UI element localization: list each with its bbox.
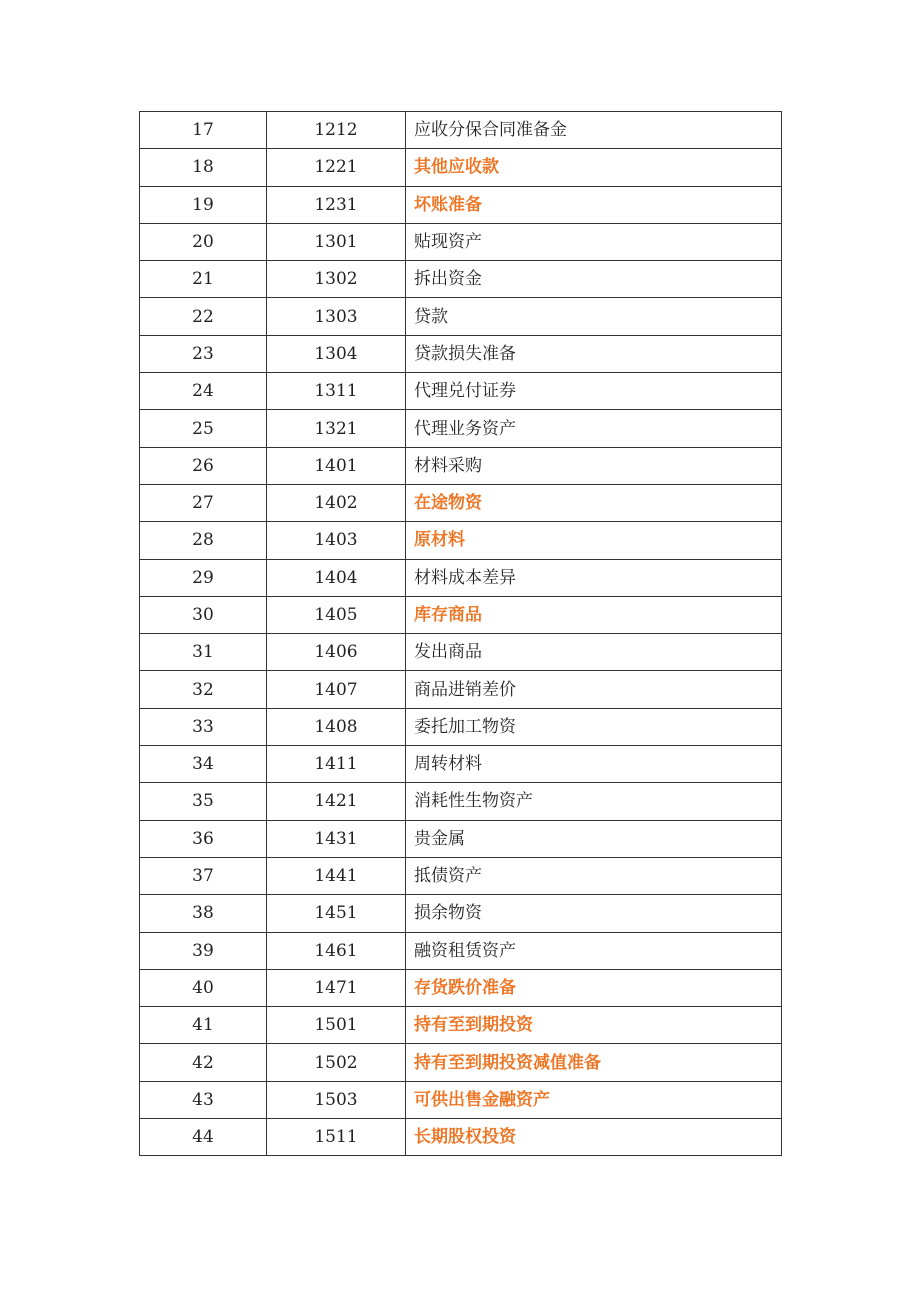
account-code-cell: 1301 <box>267 223 406 260</box>
account-code-cell: 1404 <box>267 559 406 596</box>
account-name-cell: 库存商品 <box>406 596 782 633</box>
row-number-cell: 36 <box>140 820 267 857</box>
table-row <box>140 708 782 745</box>
table-row <box>140 149 782 186</box>
row-number-cell: 42 <box>140 1044 267 1081</box>
row-number-cell: 19 <box>140 186 267 223</box>
table-row <box>140 447 782 484</box>
row-number-cell: 41 <box>140 1007 267 1044</box>
table-row <box>140 857 782 894</box>
row-number-cell: 29 <box>140 559 267 596</box>
row-number-cell: 17 <box>140 112 267 149</box>
row-number-cell: 27 <box>140 484 267 521</box>
account-name-cell: 拆出资金 <box>406 261 782 298</box>
table-row <box>140 298 782 335</box>
account-code-cell: 1402 <box>267 484 406 521</box>
row-number-cell: 34 <box>140 746 267 783</box>
account-name-cell: 代理兑付证券 <box>406 373 782 410</box>
table-row <box>140 484 782 521</box>
account-name-cell: 材料成本差异 <box>406 559 782 596</box>
account-code-cell: 1441 <box>267 857 406 894</box>
row-number-cell: 35 <box>140 783 267 820</box>
table-row <box>140 1007 782 1044</box>
account-name-cell: 持有至到期投资 <box>406 1007 782 1044</box>
account-code-cell: 1421 <box>267 783 406 820</box>
row-number-cell: 28 <box>140 522 267 559</box>
row-number-cell: 33 <box>140 708 267 745</box>
account-code-cell: 1321 <box>267 410 406 447</box>
row-number-cell: 24 <box>140 373 267 410</box>
table-row <box>140 373 782 410</box>
account-code-cell: 1431 <box>267 820 406 857</box>
account-code-cell: 1212 <box>267 112 406 149</box>
row-number-cell: 32 <box>140 671 267 708</box>
account-table-body <box>140 112 782 1156</box>
account-code-cell: 1408 <box>267 708 406 745</box>
row-number-cell: 21 <box>140 261 267 298</box>
account-code-cell: 1221 <box>267 149 406 186</box>
account-code-cell: 1411 <box>267 746 406 783</box>
account-code-cell: 1461 <box>267 932 406 969</box>
table-row <box>140 895 782 932</box>
table-row <box>140 410 782 447</box>
row-number-cell: 40 <box>140 969 267 1006</box>
account-name-cell: 其他应收款 <box>406 149 782 186</box>
table-row <box>140 559 782 596</box>
account-code-cell: 1451 <box>267 895 406 932</box>
account-code-cell: 1405 <box>267 596 406 633</box>
row-number-cell: 31 <box>140 634 267 671</box>
account-name-cell: 可供出售金融资产 <box>406 1081 782 1118</box>
table-row <box>140 1044 782 1081</box>
account-name-cell: 贷款 <box>406 298 782 335</box>
account-table-container <box>139 111 781 1156</box>
account-name-cell: 长期股权投资 <box>406 1119 782 1156</box>
account-table <box>139 111 782 1156</box>
account-code-cell: 1502 <box>267 1044 406 1081</box>
account-name-cell: 贷款损失准备 <box>406 335 782 372</box>
account-name-cell: 坏账准备 <box>406 186 782 223</box>
table-row <box>140 335 782 372</box>
account-name-cell: 贴现资产 <box>406 223 782 260</box>
account-code-cell: 1406 <box>267 634 406 671</box>
account-code-cell: 1511 <box>267 1119 406 1156</box>
table-row <box>140 783 782 820</box>
table-row <box>140 596 782 633</box>
account-code-cell: 1311 <box>267 373 406 410</box>
row-number-cell: 44 <box>140 1119 267 1156</box>
account-code-cell: 1503 <box>267 1081 406 1118</box>
account-name-cell: 应收分保合同准备金 <box>406 112 782 149</box>
row-number-cell: 38 <box>140 895 267 932</box>
row-number-cell: 18 <box>140 149 267 186</box>
table-row <box>140 261 782 298</box>
table-row <box>140 1081 782 1118</box>
table-row <box>140 112 782 149</box>
account-code-cell: 1302 <box>267 261 406 298</box>
account-name-cell: 周转材料 <box>406 746 782 783</box>
account-name-cell: 抵债资产 <box>406 857 782 894</box>
account-name-cell: 损余物资 <box>406 895 782 932</box>
table-row <box>140 969 782 1006</box>
row-number-cell: 22 <box>140 298 267 335</box>
account-code-cell: 1231 <box>267 186 406 223</box>
account-name-cell: 贵金属 <box>406 820 782 857</box>
table-row <box>140 820 782 857</box>
row-number-cell: 23 <box>140 335 267 372</box>
table-row <box>140 1119 782 1156</box>
table-row <box>140 746 782 783</box>
row-number-cell: 26 <box>140 447 267 484</box>
account-name-cell: 商品进销差价 <box>406 671 782 708</box>
account-code-cell: 1407 <box>267 671 406 708</box>
account-name-cell: 消耗性生物资产 <box>406 783 782 820</box>
account-name-cell: 材料采购 <box>406 447 782 484</box>
account-name-cell: 代理业务资产 <box>406 410 782 447</box>
table-row <box>140 671 782 708</box>
row-number-cell: 39 <box>140 932 267 969</box>
account-code-cell: 1303 <box>267 298 406 335</box>
account-name-cell: 存货跌价准备 <box>406 969 782 1006</box>
row-number-cell: 37 <box>140 857 267 894</box>
table-row <box>140 522 782 559</box>
row-number-cell: 43 <box>140 1081 267 1118</box>
account-name-cell: 发出商品 <box>406 634 782 671</box>
account-code-cell: 1471 <box>267 969 406 1006</box>
account-code-cell: 1501 <box>267 1007 406 1044</box>
account-code-cell: 1403 <box>267 522 406 559</box>
account-name-cell: 持有至到期投资减值准备 <box>406 1044 782 1081</box>
row-number-cell: 20 <box>140 223 267 260</box>
account-name-cell: 融资租赁资产 <box>406 932 782 969</box>
row-number-cell: 30 <box>140 596 267 633</box>
table-row <box>140 634 782 671</box>
row-number-cell: 25 <box>140 410 267 447</box>
table-row <box>140 223 782 260</box>
table-row <box>140 186 782 223</box>
account-code-cell: 1304 <box>267 335 406 372</box>
account-name-cell: 在途物资 <box>406 484 782 521</box>
account-code-cell: 1401 <box>267 447 406 484</box>
table-row <box>140 932 782 969</box>
account-name-cell: 委托加工物资 <box>406 708 782 745</box>
account-name-cell: 原材料 <box>406 522 782 559</box>
